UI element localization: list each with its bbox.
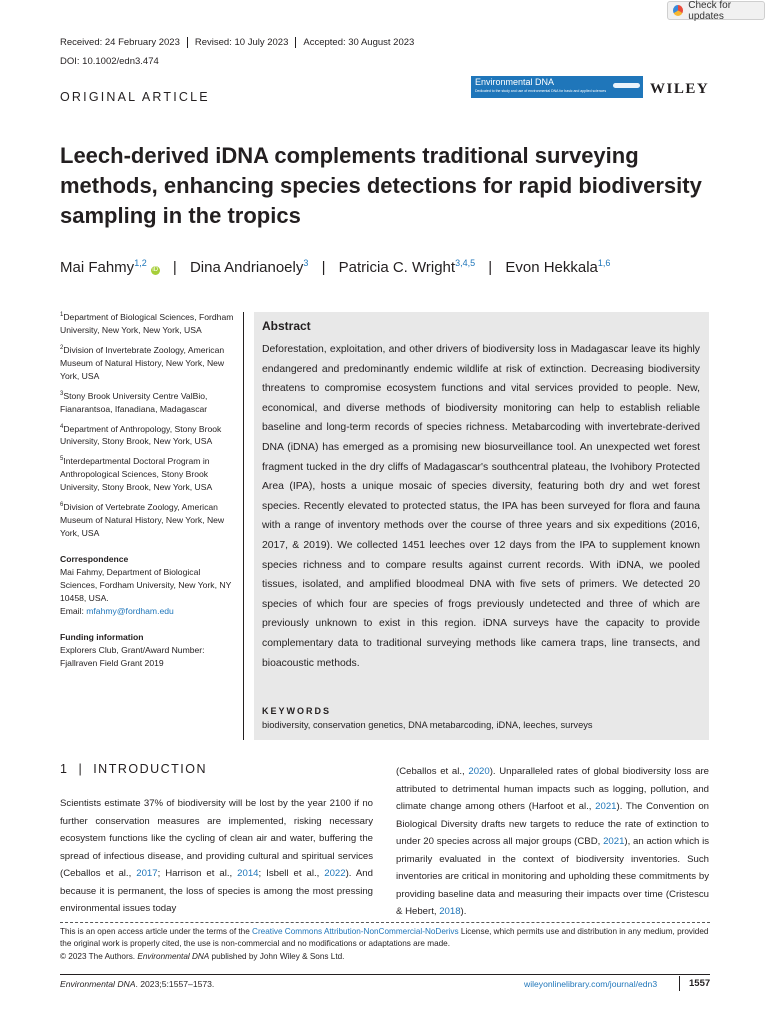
citation-link[interactable]: 2018 (439, 906, 461, 917)
page-number-separator (679, 976, 680, 991)
doi[interactable]: DOI: 10.1002/edn3.474 (60, 56, 159, 67)
citation-link[interactable]: 2022 (324, 868, 346, 879)
affiliation: $^1$Department of Biological Sciences, Fordham University, New York, New York, USA (60, 311, 234, 335)
publisher-logo[interactable]: WILEY (650, 81, 710, 97)
author-affiliation-ref[interactable]: 1,6 (597, 258, 611, 268)
abstract-heading: Abstract (262, 319, 311, 333)
section-title: INTRODUCTION (93, 762, 208, 776)
correspondence-heading: Correspondence (60, 554, 129, 565)
funding-text: Explorers Club, Grant/Award Number: Fjallraven Field Grant 2019 (60, 645, 205, 669)
heading-separator: | (78, 762, 84, 776)
journal-name: Environmental DNA (475, 77, 555, 87)
email-link[interactable]: mfahmy@fordham.edu (86, 606, 174, 617)
open-access-badge (613, 83, 640, 88)
author-separator: | (172, 259, 177, 276)
affiliations-column (60, 309, 235, 670)
keywords-heading: KEYWORDS (262, 706, 332, 716)
intro-paragraph-left: Scientists estimate 37% of biodiversity will be lost by the year 2100 if no further conservation measures are implemented, risking necessary ecosystem functions like the cycling of clean air and water, buffering the spread of infectious disease, and providing cultural and spiritual services (Ceballos et al., 2017; Harrison et al., 2014; Isbell et al., 2022). And because it is permanent, the loss of species is among the most pressing environmental issues today (60, 798, 373, 914)
citation-link[interactable]: 2020 (468, 766, 490, 777)
journal-tagline: Dedicated to the study and use of environmental DNA for basic and applied sciences (475, 89, 607, 93)
journal-citation: Environmental DNA. 2023;5:1557–1573. (60, 979, 215, 989)
author-name[interactable]: Patricia C. Wright (338, 259, 456, 276)
column-divider (243, 312, 244, 740)
keywords-text: biodiversity, conservation genetics, DNA metabarcoding, iDNA, leeches, surveys (262, 720, 593, 730)
citation-link[interactable]: 2021 (595, 801, 617, 812)
crossmark-icon (673, 5, 683, 16)
author-affiliation-ref[interactable]: 3 (303, 258, 309, 268)
license-link[interactable]: Creative Commons Attribution-NonCommercial-NoDerivs (252, 927, 459, 936)
check-for-updates-label: Check for updates (688, 0, 732, 22)
page-number: 1557 (689, 978, 711, 989)
publication-dates (60, 37, 421, 48)
license-divider (60, 922, 710, 923)
correspondence-email-row: Email: mfahmy@fordham.edu (60, 606, 174, 617)
citation-link[interactable]: 2021 (603, 836, 625, 847)
article-title: Leech-derived iDNA complements traditional surveying methods, enhancing species detections for rapid biodiversity sampling in the tropics (60, 143, 702, 228)
author-list (60, 258, 610, 276)
accepted-date: Accepted: 30 August 2023 (295, 37, 421, 48)
affiliation: $^2$Division of Invertebrate Zoology, American Museum of Natural History, New York, New York, USA (60, 344, 225, 381)
affiliation: $^5$Interdepartmental Doctoral Program in Anthropological Sciences, Stony Brook University, Stony Brook, New York, USA (60, 456, 213, 493)
author-name[interactable]: Mai Fahmy (60, 259, 135, 276)
footer-divider (60, 974, 710, 975)
orcid-icon[interactable]: iD (152, 267, 159, 273)
funding-heading: Funding information (60, 632, 144, 643)
intro-paragraph-right: (Ceballos et al., 2020). Unparalleled rates of global biodiversity loss are attributed to detrimental human impacts such as logging, pollution, and climate change among others (Harfoot et al., 2021). The Convention on Biological Diversity drafts new targets to reduce the rate of extinction to under 20 species across all major groups (CBD, 2021), an action which is primarily evaluated in the context of biodiversity inventories. Such inventories are critical in monitoring and upholding these commitments by providing baseline data and measuring their impacts over time (Cristescu & Hebert, 2018). (396, 766, 710, 917)
author-name[interactable]: Evon Hekkala (505, 259, 598, 276)
license-notice: This is an open access article under the terms of the Creative Commons Attribution-NonCommercial-NoDerivs License, which permits use and distribution in any medium, provided the original work is properly cited, the use is non-commercial and no modifications or adaptations are made. © 2023 The Authors. Environmental DNA published by John Wiley & Sons Ltd. (60, 927, 709, 961)
journal-url-link[interactable]: wileyonlinelibrary.com/journal/edn3 (524, 979, 658, 989)
affiliation: $^4$Department of Anthropology, Stony Brook University, Stony Brook, New York, USA (60, 423, 222, 447)
article-type: ORIGINAL ARTICLE (60, 90, 210, 104)
citation-link[interactable]: 2014 (237, 868, 259, 879)
abstract-box (254, 312, 709, 740)
author-separator: | (321, 259, 326, 276)
author-affiliation-ref[interactable]: 3,4,5 (455, 258, 476, 268)
author-separator: | (488, 259, 493, 276)
affiliation: $^3$Stony Brook University Centre ValBio, Fianarantsoa, Ifanadiana, Madagascar (60, 390, 208, 414)
author-affiliation-ref[interactable]: 1,2 (134, 258, 147, 268)
citation-link[interactable]: 2017 (136, 868, 158, 879)
revised-date: Revised: 10 July 2023 (187, 37, 295, 48)
received-date: Received: 24 February 2023 (60, 37, 180, 48)
affiliation: $^6$Division of Vertebrate Zoology, American Museum of Natural History, New York, New York, USA (60, 502, 225, 539)
check-for-updates-button[interactable] (667, 1, 765, 20)
section-heading (60, 762, 207, 776)
correspondence-text: Mai Fahmy, Department of Biological Sciences, Fordham University, New York, NY 10458, USA. (60, 567, 232, 604)
journal-logo[interactable] (471, 76, 643, 98)
author-name[interactable]: Dina Andrianoely (189, 259, 304, 276)
abstract-text: Deforestation, exploitation, and other drivers of biodiversity loss in Madagascar leave its highly endangered and predominantly endemic wildlife at risk of extinction. Decreasing biodiversity threatens to compromise ecosystem functions and vital services provided to people. New, economical, and diverse methods of biodiversity monitoring can help to establish reliable baseline and long-term records of species richness. Metabarcoding with invertebrate-derived DNA (iDNA) has emerged as a promising new biosurveillance tool. An unexpected wet forest fragment tucked in the dry cliffs of Madagascar's southcentral plateau, the Ivohibory Protected Area (IPA), hosts a unique mosaic of species diversity, featuring both dry and wet forest species. Recently elevated to protected status, the IPA has been surveyed for flora and fauna with a range of inventory methods over the course of three years and six expeditions (2016, 2017, & 2019). We collected 1451 leeches over 12 days from the IPA to supplement known species richness and to compare results against current records. With iDNA, we pooled tissues, isolated, and amplified bloodmeal DNA with five sets of primers. We detected 20 species of which four are species of frogs previously undetected and three of which are previously unknown to exist in this region. iDNA surveys have the capacity to provide complementary data to traditional surveying methods like camera traps, line transects, and bioacoustic methods. (262, 344, 700, 669)
section-number: 1 (60, 762, 69, 776)
